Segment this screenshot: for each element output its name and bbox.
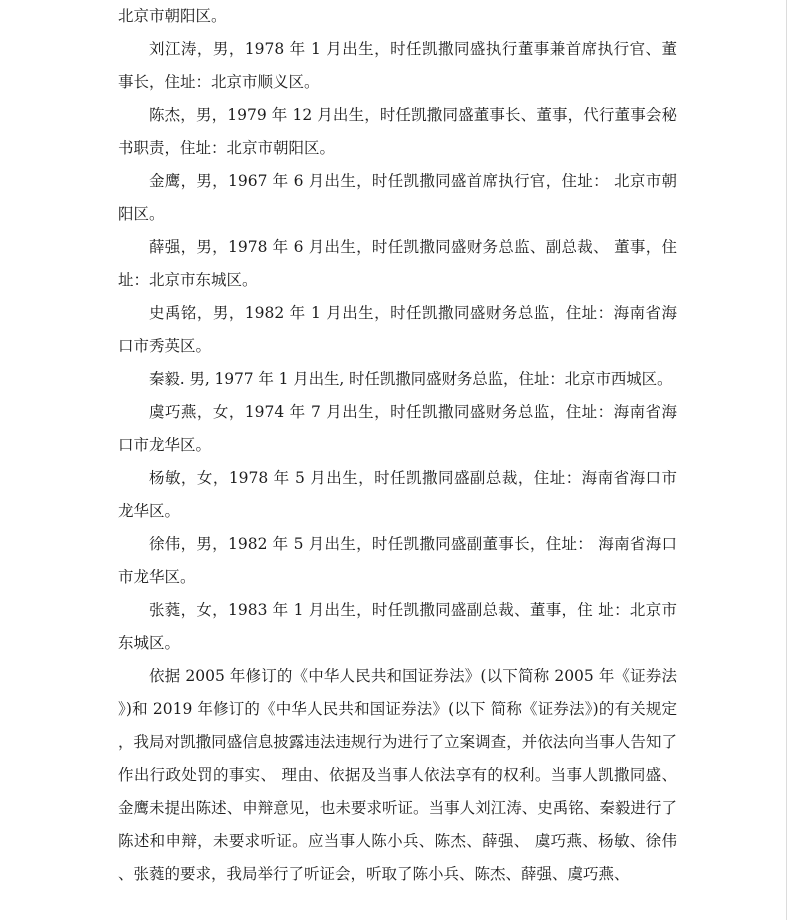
- paragraph-continuation-address: 北京市朝阳区。: [118, 7, 227, 25]
- paragraph-person-yangmin: 杨敏，女，1978 年 5 月出生，时任凯撒同盛副总裁，住址：海南省海口市龙华区。: [118, 469, 677, 520]
- paragraph-legal-basis: 依据 2005 年修订的《中华人民共和国证券法》(以下简称 2005 年《证券法》)和 2019 年修订的《中华人民共和国证券法》(以下 简称《证券法》)的有关规定，我局对凯撒同盛信息披露违法违规行为进行了立案调查，并依法向当事人告知了作出行政处罚的事实、 理由、依据及当事人依法享有的权利。当事人凯撒同盛、金鹰未提出陈述、申辩意见，也未要求听证。当事人刘江涛、史禹铭、秦毅进行了陈述和申辩，未要求听证。应当事人陈小兵、陈杰、薛强、 虞巧燕、杨敏、徐伟、张蕤的要求，我局举行了听证会，听取了陈小兵、陈杰、薛强、虞巧燕、: [118, 667, 677, 883]
- paragraph-person-liujiangtao: 刘江涛，男，1978 年 1 月出生，时任凯撒同盛执行董事兼首席执行官、董事长，住址：北京市顺义区。: [118, 40, 677, 91]
- paragraph-person-jinying: 金鹰，男，1967 年 6 月出生，时任凯撒同盛首席执行官，住址： 北京市朝阳区。: [118, 172, 677, 223]
- paragraph-person-xueqiang: 薛强，男，1978 年 6 月出生，时任凯撒同盛财务总监、副总裁、 董事，住址：北京市东城区。: [118, 238, 677, 289]
- document-body: [118, 0, 677, 891]
- paragraph-person-chenjie: 陈杰，男，1979 年 12 月出生，时任凯撒同盛董事长、董事，代行董事会秘书职责，住址：北京市朝阳区。: [118, 106, 677, 157]
- paragraph-person-shiyuming: 史禹铭，男，1982 年 1 月出生，时任凯撒同盛财务总监，住址：海南省海口市秀英区。: [118, 304, 677, 355]
- paragraph-person-xuwei: 徐伟，男，1982 年 5 月出生，时任凯撒同盛副董事长，住址： 海南省海口市龙华区。: [118, 535, 677, 586]
- page-right-rule: [786, 0, 787, 920]
- paragraph-person-zhangrui: 张蕤，女，1983 年 1 月出生，时任凯撒同盛副总裁、董事，住 址：北京市东城区。: [118, 601, 677, 652]
- paragraph-person-yuqiaoyan: 虞巧燕，女，1974 年 7 月出生，时任凯撒同盛财务总监，住址：海南省海口市龙华区。: [118, 403, 677, 454]
- paragraph-person-qinyi: 秦毅. 男, 1977 年 1 月出生, 时任凯撒同盛财务总监，住址：北京市西城区。: [149, 370, 673, 388]
